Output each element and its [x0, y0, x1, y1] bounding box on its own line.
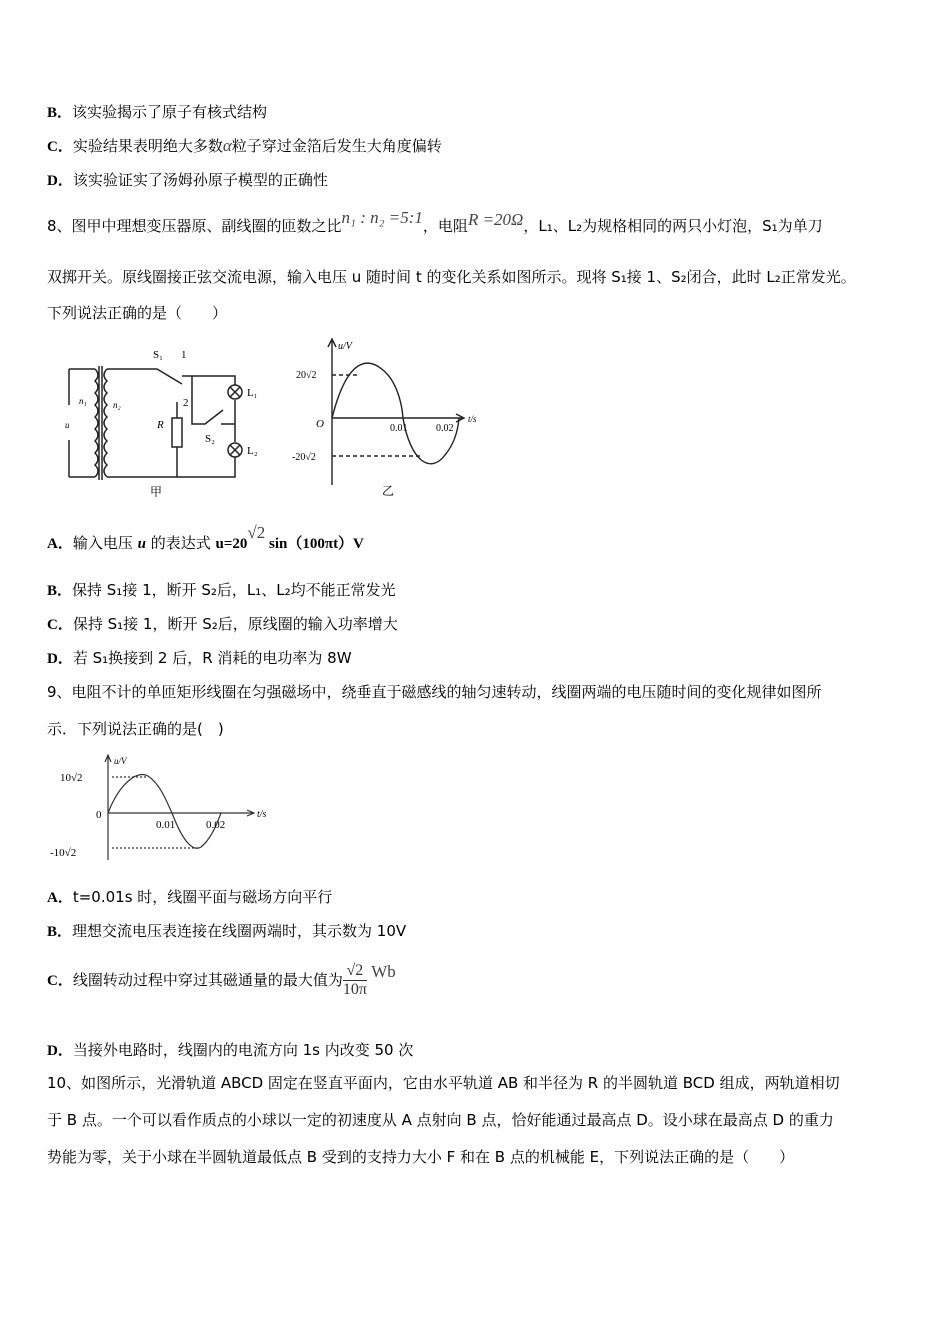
option-letter: B．: [47, 924, 73, 940]
transformer-circuit-diagram: [55, 340, 275, 500]
option-letter: D．: [47, 1043, 73, 1059]
u-label: u: [65, 420, 70, 430]
q8-stem-line1: [47, 208, 823, 236]
q7-option-b: [47, 102, 267, 123]
option-letter: A．: [47, 890, 73, 906]
option-text: 当接外电路时，线圈内的电流方向 1s 内改变 50 次: [72, 1041, 414, 1059]
q10-stem-line3: 势能为零，关于小球在半圆轨道最低点 B 受到的支持力大小 F 和在 B 点的机械能 E，下列说法正确的是（ ）: [47, 1148, 795, 1166]
origin-label: 0: [96, 809, 102, 821]
q8-option-d: [47, 648, 352, 669]
q9-stem-line2: 示．下列说法正确的是( ): [47, 720, 224, 738]
sqrt-2: √2: [247, 523, 266, 542]
option-letter: C．: [47, 139, 73, 155]
x-tick-0.02: 0.02: [206, 819, 226, 831]
q7-option-d: [47, 170, 328, 191]
option-text: 的表达式: [145, 534, 216, 552]
option-letter: D．: [47, 651, 73, 667]
lamp-l2-label: L₂: [247, 445, 258, 457]
figure-caption-yi: 乙: [382, 484, 395, 498]
option-text: 实验结果表明绝大多数: [72, 137, 223, 155]
option-text: 该实验证实了汤姆孙原子模型的正确性: [72, 171, 328, 189]
unit-wb: Wb: [366, 962, 396, 981]
n1-label: n₁: [79, 396, 87, 406]
option-letter: B．: [47, 105, 73, 121]
voltage-time-graph-q9: [48, 752, 278, 864]
q7-option-c: [47, 136, 442, 157]
turns-ratio: n₁ : n₂ =5:1: [341, 208, 423, 227]
q9-option-b: [47, 921, 406, 942]
q8-stem-line3: 下列说法正确的是（ ）: [47, 304, 228, 322]
option-letter: B．: [47, 583, 73, 599]
option-text: 理想交流电压表连接在线圈两端时，其示数为 10V: [72, 922, 407, 940]
x-tick-0.02: 0.02: [436, 423, 454, 434]
q10-stem-line1: 10、如图所示，光滑轨道 ABCD 固定在竖直平面内，它由水平轨道 AB 和半径为 R 的半圆轨道 BCD 组成，两轨道相切: [47, 1074, 840, 1092]
option-text: 粒子穿过金箔后发生大角度偏转: [231, 137, 442, 155]
y-axis-label: u/V: [114, 756, 127, 766]
stem-text: 8、图甲中理想变压器原、副线圈的匝数之比: [47, 217, 342, 235]
option-text: 输入电压: [72, 534, 138, 552]
q9-option-a: [47, 887, 332, 908]
voltage-time-graph-yi: [290, 335, 490, 500]
option-letter: D．: [47, 173, 73, 189]
expression: sin（100πt）V: [265, 536, 364, 552]
origin-label: O: [316, 418, 324, 430]
switch-s2-label: S₂: [205, 433, 215, 445]
option-text: 线圈转动过程中穿过其磁通量的最大值为: [72, 971, 343, 989]
x-axis-label: t/s: [257, 809, 267, 820]
option-text: t=0.01s 时，线圈平面与磁场方向平行: [72, 888, 333, 906]
q9-option-d: [47, 1040, 413, 1061]
x-axis-label: t/s: [468, 414, 477, 424]
q9-stem-line1: 9、电阻不计的单匝矩形线圈在匀强磁场中，绕垂直于磁感线的轴匀速转动，线圈两端的电压随时间的变化规律如图所: [47, 683, 822, 701]
option-letter: C．: [47, 617, 73, 633]
stem-text: ，L₁、L₂为规格相同的两只小灯泡，S₁为单刀: [523, 217, 823, 235]
lamp-l1-label: L₁: [247, 387, 258, 399]
fraction-numerator: √2: [343, 962, 367, 981]
alpha-symbol: α: [222, 136, 232, 155]
option-letter: C．: [47, 973, 73, 989]
terminal-2-label: 2: [183, 397, 189, 409]
q8-stem-line2: 双掷开关。原线圈接正弦交流电源，输入电压 u 随时间 t 的变化关系如图所示。现将 S₁接 1、S₂闭合，此时 L₂正常发光。: [47, 268, 856, 286]
option-letter: A．: [47, 536, 73, 552]
option-text: 保持 S₁接 1，断开 S₂后，原线圈的输入功率增大: [72, 615, 398, 633]
terminal-1-label: 1: [181, 349, 187, 361]
option-text: 该实验揭示了原子有核式结构: [72, 103, 268, 121]
switch-s1-label: S₁: [153, 349, 163, 361]
resistance-value: R =20Ω: [467, 210, 524, 229]
x-tick-0.01: 0.01: [156, 819, 176, 831]
flux-fraction: [343, 962, 367, 999]
x-tick-0.01: 0.01: [390, 423, 408, 434]
expression: u=20: [215, 536, 248, 552]
y-min-label: -10√2: [50, 847, 77, 859]
y-max-label: 10√2: [60, 772, 83, 784]
variable-u: u: [137, 536, 146, 552]
q8-option-b: [47, 580, 396, 601]
q8-option-a: [47, 523, 364, 554]
fraction-denominator: 10π: [342, 981, 367, 998]
stem-text: ，电阻: [422, 217, 468, 235]
q9-option-c: [47, 962, 396, 999]
resistor-label: R: [157, 419, 164, 431]
y-min-label: -20√2: [292, 452, 316, 463]
y-max-label: 20√2: [296, 370, 317, 381]
option-text: 保持 S₁接 1，断开 S₂后，L₁、L₂均不能正常发光: [72, 581, 396, 599]
n2-label: n₂: [113, 400, 121, 410]
q8-option-c: [47, 614, 398, 635]
option-text: 若 S₁换接到 2 后，R 消耗的电功率为 8W: [72, 649, 352, 667]
figure-caption-jia: 甲: [150, 485, 163, 499]
y-axis-label: u/V: [338, 341, 352, 352]
q10-stem-line2: 于 B 点。一个可以看作质点的小球以一定的初速度从 A 点射向 B 点，恰好能通过最高点 D。设小球在最高点 D 的重力: [47, 1111, 834, 1129]
